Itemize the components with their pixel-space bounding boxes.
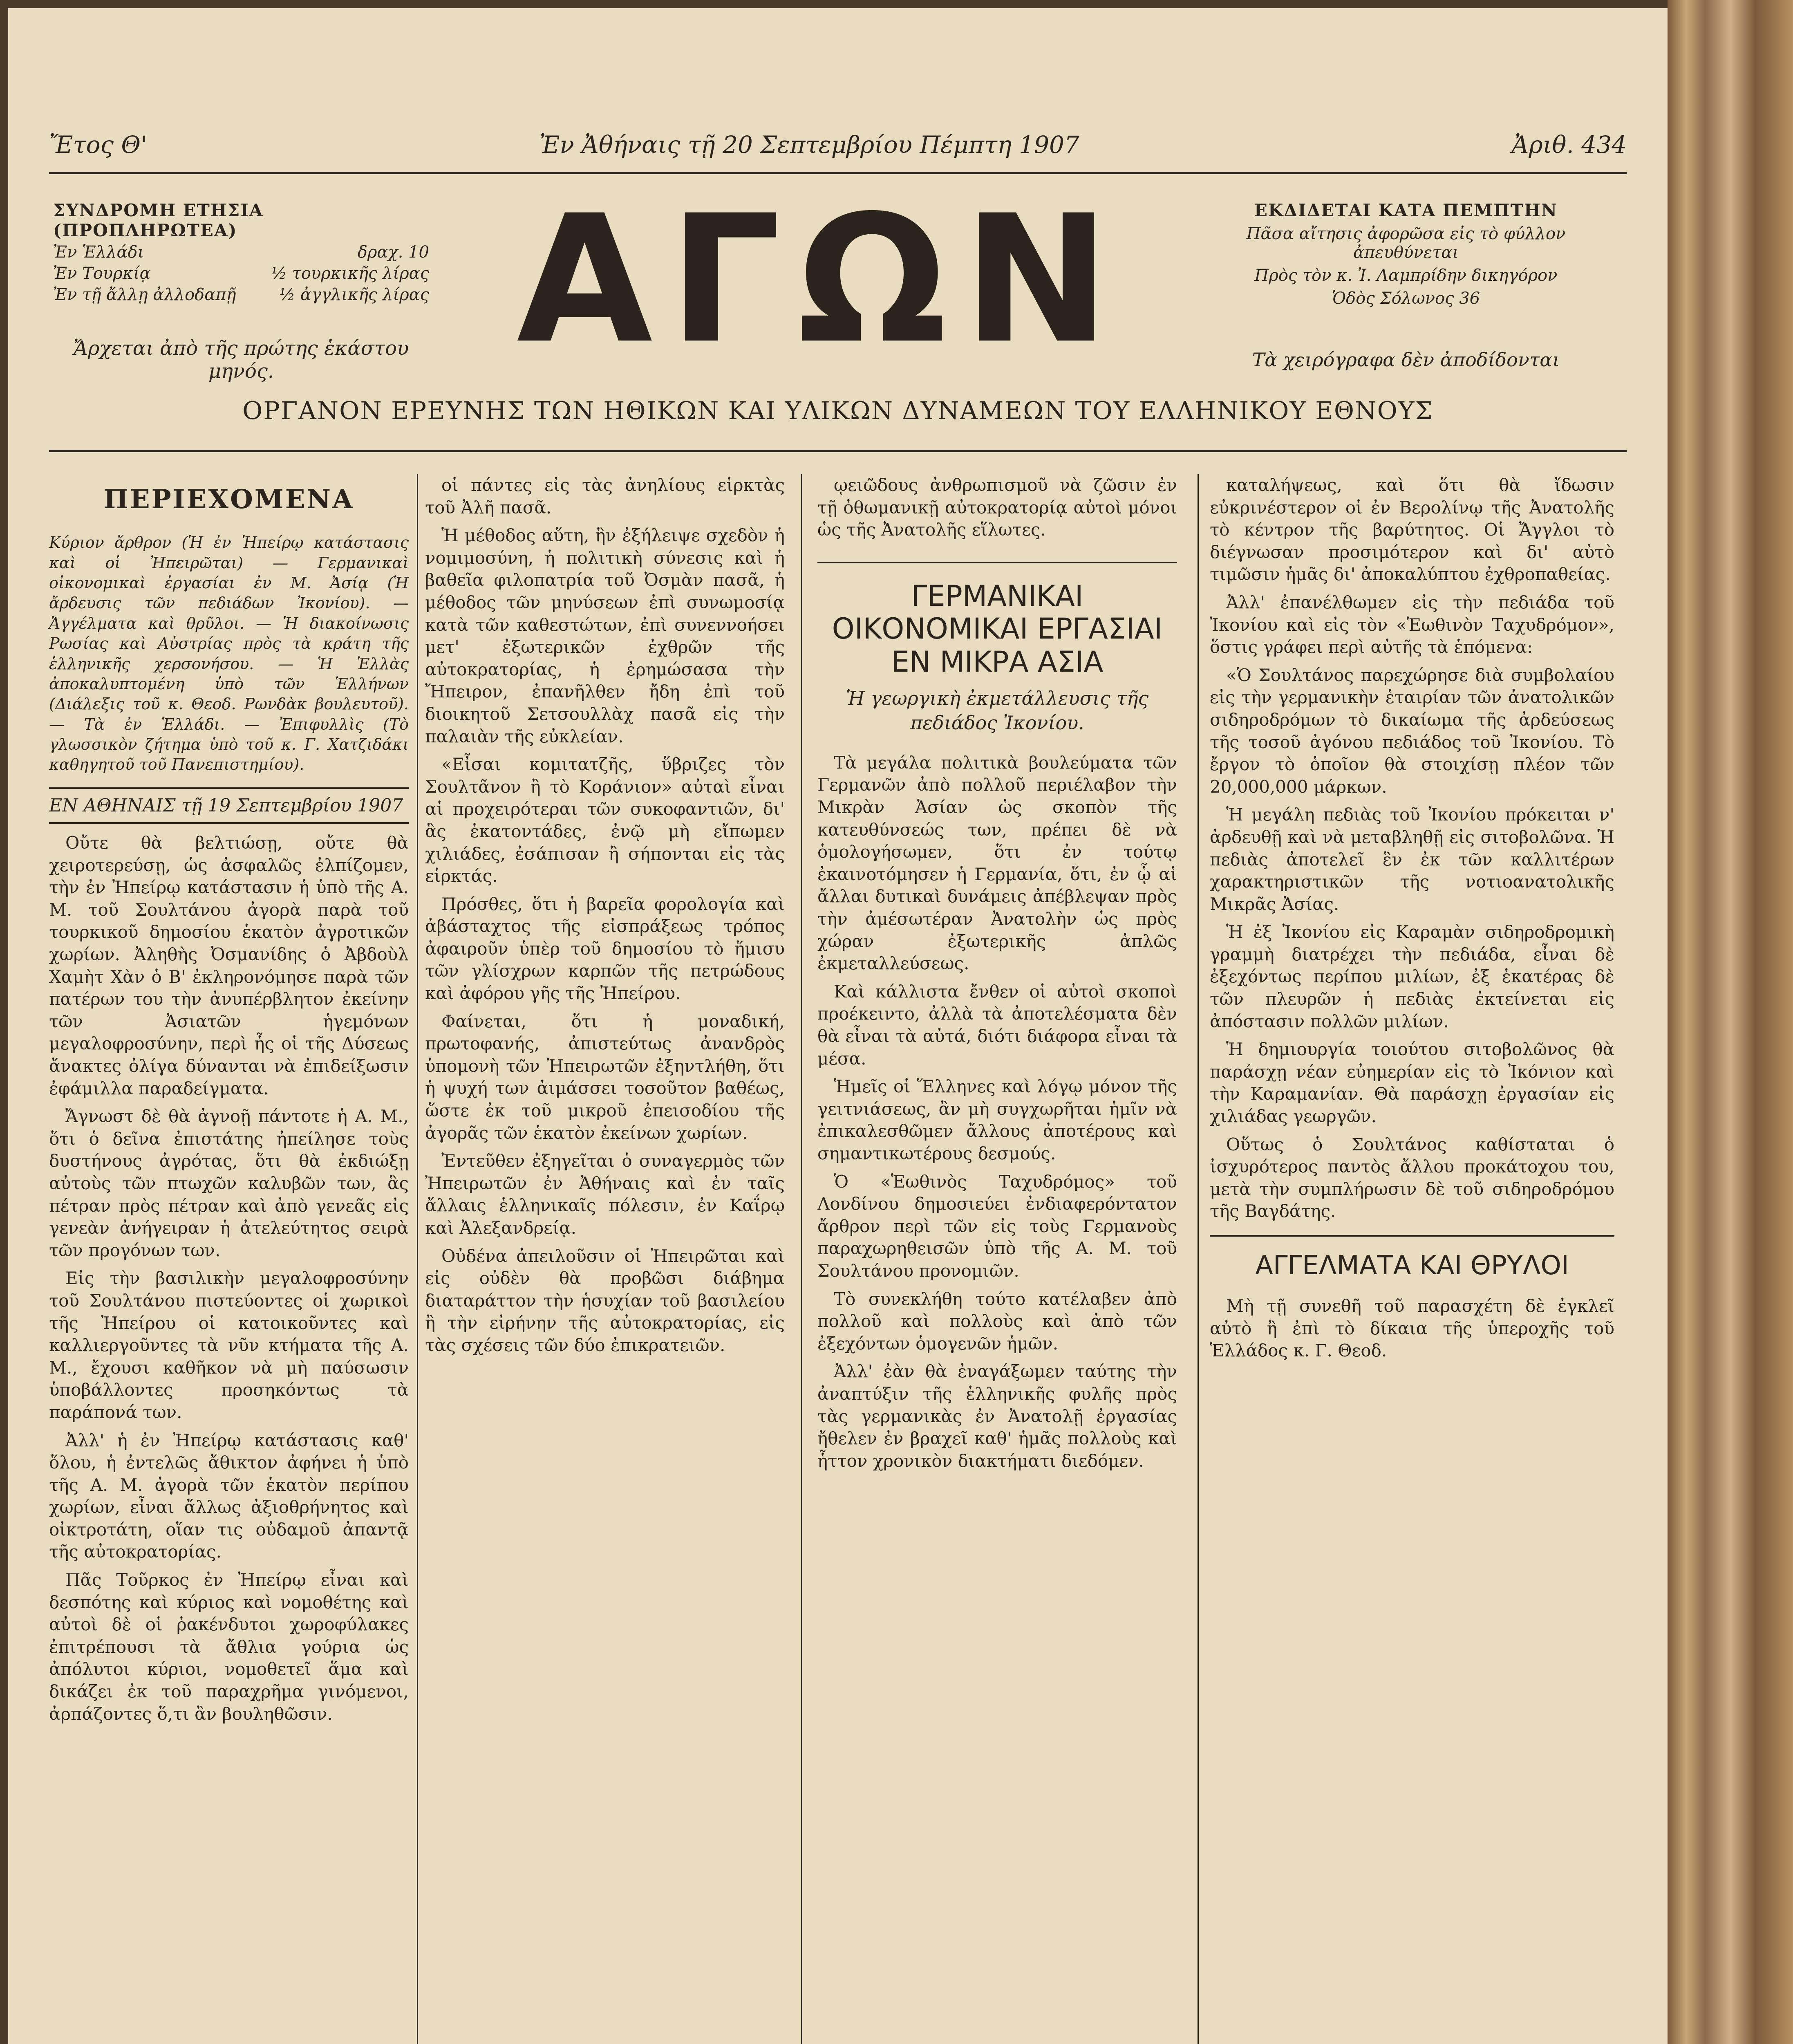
subscription-place: Ἐν Ἑλλάδι: [53, 243, 144, 262]
newspaper-subtitle: ΟΡΓΑΝΟΝ ΕΡΕΥΝΗΣ ΤΩΝ ΗΘΙΚΩΝ ΚΑΙ ΥΛΙΚΩΝ ΔΥΝΑΜΕΩΝ ΤΟΥ ΕΛΛΗΝΙΚΟΥ ΕΘΝΟΥΣ: [242, 397, 1433, 425]
article-paragraph: «Εἶσαι κομιτατζῆς, ὕβριζες τὸν Σουλτᾶνον ἢ τὸ Κοράνιον» αὐταὶ εἶναι αἱ προχειρότεραι τῶν συκοφαντιῶν, δι' ἃς ἑκατοντάδες, ἐνῷ μὴ εἴπωμεν χιλιάδες, ἐσάπισαν ἢ σήπονται εἰς τὰς εἱρκτάς.: [425, 754, 785, 886]
article-paragraph: καταλήψεως, καὶ ὅτι θὰ ἴδωσιν εὐκρινέστερον οἱ ἐν Βερολίνῳ τῆς Ἀνατολῆς τὸ κέντρον τῆς βαρύτητος. Οἱ Ἄγγλοι τὸ διέγνωσαν προσιμότερον καὶ δι' αὐτὸ τιμῶσιν ἡμᾶς δι' ἀποκαλύπτου ἐχθροπαθείας.: [1210, 475, 1614, 585]
subscription-row: [53, 243, 429, 262]
article-paragraph: Ὁ «Ἑωθινὸς Ταχυδρόμος» τοῦ Λονδίνου δημοσιεύει ἐνδιαφερόντατον ἄρθρον περὶ τῶν εἰς τοὺς Γερμανοὺς παραχωρηθεισῶν ὑπὸ τῆς Α. Μ. τοῦ Σουλτάνου προνομιῶν.: [817, 1171, 1177, 1281]
publication-box: [1202, 200, 1610, 371]
article-paragraph: Πᾶς Τοῦρκος ἐν Ἠπείρῳ εἶναι καὶ δεσπότης καὶ κύριος καὶ νομοθέτης καὶ αὐτοὶ δὲ οἱ ῥακένδυτοι χωροφύλακες ἐπιτρέπουσι τὰ ἄθλια γούρια ὡς ἀπόλυτοι κύριοι, νομοθετεῖ ἅμα καὶ δικάζει ἐκ τοῦ παραχρῆμα γινόμενοι, ἀρπάζοντες ὅ,τι ἂν βουληθῶσιν.: [49, 1570, 409, 1724]
newspaper-title: ΑΓΩΝ: [516, 178, 1127, 382]
article-paragraph: Μὴ τῇ συνεθῆ τοῦ παρασχέτη δὲ ἐγκλεῖ αὐτὸ ἢ ἐπὶ τὸ δίκαια τῆς ὑπεροχῆς τοῦ Ἑλλάδος κ. Γ. Θεοδ.: [1210, 1296, 1614, 1361]
article-paragraph: Οὕτως ὁ Σουλτάνος καθίσταται ὁ ἰσχυρότερος παντὸς ἄλλου προκάτοχου του, μετὰ τὴν συμπλήρωσιν δὲ τοῦ σιδηροδρόμου τῆς Βαγδάτης.: [1210, 1134, 1614, 1221]
article-paragraph: Ἡμεῖς οἱ Ἕλληνες καὶ λόγῳ μόνον τῆς γειτνιάσεως, ἂν μὴ συγχωρῆται ἡμῖν νὰ ἐπικαλεσθῶμεν ἄλλους ἀποτέρους καὶ σημαντικωτέρους δεσμούς.: [817, 1076, 1177, 1163]
masthead-top-line: [49, 131, 1627, 164]
newspaper-page: [8, 8, 1668, 2044]
contents-title: ΠΕΡΙΕΧΟΜΕΝΑ: [103, 484, 354, 515]
column-divider: [1198, 474, 1199, 2044]
article-paragraph: Εἰς τὴν βασιλικὴν μεγαλοφροσύνην τοῦ Σουλτάνου πιστεύοντες οἱ χωρικοὶ τῆς Ἠπείρου οἱ κατοικοῦντες καὶ καλλιεργοῦντες τὰ νῦν κτήματα τῆς Α. Μ., ἔχουσι καθῆκον νὰ μὴ παύσωσιν ὑποβάλλοντες προσηκόντως τὰ παράπονά των.: [49, 1268, 409, 1422]
article-paragraph: Πρόσθες, ὅτι ἡ βαρεῖα φορολογία καὶ ἀβάσταχτος τῆς εἰσπράξεως τρόπος ἀφαιροῦν ὑπὲρ τοῦ δημοσίου τὸ ἥμισυ τῶν γλίσχρων καρπῶν τῆς πετρώδους καὶ ἀφόρου γῆς τῆς Ἠπείρου.: [425, 894, 785, 1004]
issue-dateline: Ἐν Ἀθήναις τῇ 20 Σεπτεμβρίου Πέμπτη 1907: [539, 131, 1079, 159]
subscription-box: [53, 200, 429, 383]
year-label: Ἔτος Θ': [49, 131, 147, 159]
article-paragraph: οἱ πάντες εἰς τὰς ἀνηλίους εἱρκτὰς τοῦ Ἀλῆ πασᾶ.: [425, 475, 785, 518]
subscription-price: ½ τουρκικῆς λίρας: [271, 264, 429, 283]
article-paragraph: Οὐδένα ἀπειλοῦσιν οἱ Ἠπειρῶται καὶ εἰς οὐδὲν θὰ προβῶσι διάβημα διαταράττον τὴν ἡσυχίαν τοῦ βασιλείου ἢ τὴν εἰρήνην τῆς αὐτοκρατορίας, εἰς τὰς σχέσεις τῶν δύο ἐπικρατειῶν.: [425, 1246, 785, 1355]
column-1: [49, 474, 409, 1731]
column-4: [1210, 474, 1614, 1368]
header-rule: [49, 172, 1627, 174]
issue-number: Ἀριθ. 434: [1511, 131, 1627, 159]
publication-title: ΕΚΔΙΔΕΤΑΙ ΚΑΤΑ ΠΕΜΠΤΗΝ: [1254, 200, 1558, 220]
publication-line3: Ὁδὸς Σόλωνος 36: [1332, 289, 1480, 308]
article-paragraph: Ἀλλ' ἐπανέλθωμεν εἰς τὴν πεδιάδα τοῦ Ἰκονίου καὶ εἰς τὸν «Ἑωθινὸν Ταχυδρόμον», ὅστις γράφει περὶ αὐτῆς τὰ ἑπόμενα:: [1210, 592, 1614, 657]
article-paragraph: Ἡ μεγάλη πεδιὰς τοῦ Ἰκονίου πρόκειται ν' ἀρδευθῇ καὶ νὰ μεταβληθῇ εἰς σιτοβολῶνα. Ἡ πεδιὰς ἀποτελεῖ ἓν ἐκ τῶν καλλιτέρων χαρακτηριστικῶν τῆς νοτιοανατολικῆς Μικρᾶς Ἀσίας.: [1210, 805, 1614, 914]
article-paragraph: Τὸ συνεκλήθη τούτο κατέλαβεν ἀπὸ πολλοῦ καὶ πολλοὺς καὶ ἀπὸ τῶν ἐξεχόντων ὁμογενῶν ἡμῶν.: [817, 1289, 1177, 1354]
aggelmata-headline: ΑΓΓΕΛΜΑΤΑ ΚΑΙ ΘΡΥΛΟΙ: [1210, 1235, 1614, 1283]
article-paragraph: Οὔτε θὰ βελτιώσῃ, οὔτε θὰ χειροτερεύσῃ, ὡς ἀσφαλῶς ἐλπίζομεν, τὴν ἐν Ἠπείρῳ κατάστασιν ἡ ὑπὸ τῆς Α. Μ. τοῦ Σουλτάνου ἀγορὰ παρὰ τοῦ τουρκικοῦ δημοσίου ἑκατὸν ἀγροτικῶν χωρίων. Ἀληθὴς Ὀσμανίδης ὁ Ἀβδοὺλ Χαμὴτ Χὰν ὁ Β' ἐκληρονόμησε παρὰ τῶν πατέρων του τὴν ἀνυπέρβλητον ἐκείνην τῶν Ἀσιατῶν ἡγεμόνων μεγαλοφροσύνην, περὶ ἧς οἱ τῆς Δύσεως ἄνακτες ὀλίγα δύνανται νὰ ἐπιδείξωσιν ἐφάμιλλα παραδείγματα.: [49, 833, 409, 1098]
article-paragraph: Ἄγνωστ δὲ θὰ ἀγνοῇ πάντοτε ἡ Α. Μ., ὅτι ὁ δεῖνα ἐπιστάτης ἠπείλησε τοὺς δυστήνους ἀγρότας, ὅτι θὰ ἐκδιώξῃ αὐτοὺς τῶν πτωχῶν καλυβῶν των, ἃς πέτραν πρὸς πέτραν καὶ ἀπὸ γενεᾶς εἰς γενεὰν ἀνήγειραν ἡ ἀτελεύτητος σειρὰ τῶν προγόνων των.: [49, 1106, 409, 1260]
subscription-row: [53, 285, 429, 304]
subscription-title: ΣΥΝΔΡΟΜΗ ΕΤΗΣΙΑ (ΠΡΟΠΛΗΡΩΤΕΑ): [53, 200, 264, 240]
subscription-start-note: Ἄρχεται ἀπὸ τῆς πρώτης ἑκάστου μηνός.: [73, 337, 409, 383]
subscription-price: δραχ. 10: [357, 243, 429, 262]
article-paragraph: Ἡ μέθοδος αὕτη, ἣν ἐξήλειψε σχεδὸν ἡ νομιμοσύνη, ἡ πολιτικὴ σύνεσις καὶ ἡ βαθεῖα φιλοπατρία τοῦ Ὀσμὰν πασᾶ, ἡ μέθοδος τῶν μηνύσεων ἐπὶ συνωμοσίᾳ κατὰ τῶν καθεστώτων, ἐπὶ συνεννοήσει μετ' ἐξωτερικῶν ἐχθρῶν τῆς αὐτοκρατορίας, ἡ ἐρημώσασα τὴν Ἤπειρον, ἐπανῆλθεν ἤδη ἐπὶ τοῦ διοικητοῦ Σετσουλλὰχ πασᾶ εἰς τὴν παλαιὰν τῆς εὐκλείαν.: [425, 525, 785, 746]
subscription-place: Ἐν τῇ ἄλλῃ ἀλλοδαπῇ: [53, 285, 236, 304]
article-paragraph: Ἐντεῦθεν ἐξηγεῖται ὁ συναγερμὸς τῶν Ἠπειρωτῶν ἐν Ἀθήναις καὶ ἐν ταῖς ἄλλαις ἑλληνικαῖς πόλεσιν, ἐν Καΐρῳ καὶ Ἀλεξανδρείᾳ.: [425, 1151, 785, 1238]
article-paragraph: Ἡ δημιουργία τοιούτου σιτοβολῶνος θὰ παράσχῃ νέαν εὐημερίαν εἰς τὸ Ἰκόνιον καὶ τὴν Καραμανίαν. Θὰ παράσχῃ ἐργασίαν εἰς χιλιάδας γεωργῶν.: [1210, 1039, 1614, 1127]
manuscripts-note: Τὰ χειρόγραφα δὲν ἀποδίδονται: [1252, 349, 1560, 371]
article-paragraph: Ἀλλ' ἐὰν θὰ ἐναγάξωμεν ταύτης τὴν ἀναπτύξιν τῆς ἑλληνικῆς φυλῆς πρὸς τὰς γερμανικὰς ἐν Ἀνατολῇ ἐργασίας ἤθελεν ἐν βραχεῖ καθ' ἡμᾶς πολλοὺς καὶ ἧττον χρονικὸν διακτήματι διεδόμεν.: [817, 1361, 1177, 1471]
article-paragraph: «Ὁ Σουλτάνος παρεχώρησε διὰ συμβολαίου εἰς τὴν γερμανικὴν ἑταιρίαν τῶν ἀνατολικῶν σιδηροδρόμων τὸ δικαίωμα τῆς ἀρδεύσεως τῆς τοσοῦ ἀγόνου πεδιάδος τοῦ Ἰκονίου. Τὸ ἔργον τὸ ὁποῖον θὰ στοιχίσῃ πλέον τῶν 20,000,000 μάρκων.: [1210, 665, 1614, 797]
publication-line2: Πρὸς τὸν κ. Ἰ. Λαμπρίδην δικηγόρον: [1254, 266, 1558, 285]
column-divider: [417, 474, 418, 2044]
column-divider: [801, 474, 802, 2044]
subscription-row: [53, 264, 429, 283]
article-paragraph: Ἡ ἐξ Ἰκονίου εἰς Καραμὰν σιδηροδρομικὴ γραμμὴ διατρέχει τὴν πεδιάδα, εἶναι δὲ ἐξεχόντως περίπου μιλίων, ἐξ ἑκατέρας δὲ τῶν πλευρῶν ἡ πεδιὰς ἐκτείνεται εἰς ἀπόστασιν πολλῶν μιλίων.: [1210, 922, 1614, 1031]
article-paragraph: Φαίνεται, ὅτι ἡ μοναδική, πρωτοφανής, ἀπιστεύτως ἀνανδρὸς ὑπομονὴ τῶν Ἠπειρωτῶν ἐξηντλήθη, ὅτι ἡ ψυχή των ἀιμάσσει τοσοῦτον βαθέως, ὥστε ἐκ τοῦ μικροῦ ἐπεισοδίου τῆς ἀγορᾶς τῶν ἑκατὸν ἐκείνων χωρίων.: [425, 1011, 785, 1143]
article-paragraph: Ἀλλ' ἡ ἐν Ἠπείρῳ κατάστασις καθ' ὅλου, ἡ ἐντελῶς ἄθικτον ἀφήνει ἡ ὑπὸ τῆς Α. Μ. ἀγορὰ τῶν ἑκατὸν περίπου χωρίων, εἶναι ἄλλως ἀξιοθρήνητος καὶ οἰκτροτάτη, οἵαν τις οὐδαμοῦ ἀπαντᾷ τῆς αὐτοκρατορίας.: [49, 1430, 409, 1562]
subtitle-rule: [49, 450, 1627, 452]
article-paragraph: Τὰ μεγάλα πολιτικὰ βουλεύματα τῶν Γερμανῶν ἀπὸ πολλοῦ περιέλαβον τὴν Μικρὰν Ἀσίαν ὡς σκοπὸν τῆς κατευθύνσεώς των, πρέπει δὲ νὰ ὁμολογήσωμεν, ὅτι ἐν τούτῳ ἐκαινοτόμησεν ἡ Γερμανία, ὅτι, ἐν ᾧ αἱ ἄλλαι δυτικαὶ δυνάμεις ἀπέβλεψαν πρὸς τὴν ἀμέσωτέραν Ἀνατολὴν ὡς πρὸς χώραν ἐξωτερικῆς ἁπλῶς ἐκμεταλλεύσεως.: [817, 752, 1177, 974]
column-3: [817, 474, 1177, 1478]
column-2: [425, 474, 785, 1363]
book-binding-edge: [1668, 0, 1793, 2044]
article-headline: ΓΕΡΜΑΝΙΚΑΙ ΟΙΚΟΝΟΜΙΚΑΙ ΕΡΓΑΣΙΑΙ ΕΝ ΜΙΚΡΑ ΑΣΙΑ: [817, 562, 1177, 679]
subscription-price: ½ ἀγγλικῆς λίρας: [279, 285, 429, 304]
contents-text: Κύριον ἄρθρον (Ἡ ἐν Ἠπείρῳ κατάστασις καὶ οἱ Ἠπειρῶται) — Γερμανικαὶ οἰκονομικαὶ ἐργασίαι ἐν Μ. Ἀσίᾳ (Ἡ ἄρδευσις τῶν πεδιάδων Ἰκονίου). — Ἀγγέλματα καὶ θρῦλοι. — Ἡ διακοίνωσις Ρωσίας καὶ Αὐστρίας πρὸς τὰ κράτη τῆς ἑλληνικῆς χερσονήσου. — Ἡ Ἑλλὰς ἀποκαλυπτομένη ὑπὸ τῶν Ἑλλήνων (Διάλεξις τοῦ κ. Θεοδ. Ρωνδὰκ βουλευτοῦ). — Τὰ ἐν Ἑλλάδι. — Ἐπιφυλλὶς (Τὸ γλωσσικὸν ζήτημα ὑπὸ τοῦ κ. Γ. Χατζιδάκι καθηγητοῦ τοῦ Πανεπιστημίου).: [49, 533, 409, 774]
article-paragraph: ῳειῶδους ἀνθρωπισμοῦ νὰ ζῶσιν ἐν τῇ ὀθωμανικῇ αὐτοκρατορίᾳ αὐτοὶ μόνοι ὡς τῆς Ἀνατολῆς εἵλωτες.: [817, 475, 1177, 540]
article-paragraph: Καὶ κάλλιστα ἔνθεν οἱ αὐτοὶ σκοποὶ προέκειντο, ἀλλὰ τὰ ἀποτελέσματα δὲν θὰ εἶναι τὰ αὐτά, διότι διάφορα εἶναι τὰ μέσα.: [817, 981, 1177, 1069]
subscription-place: Ἐν Τουρκίᾳ: [53, 264, 151, 283]
article-subheadline: Ἡ γεωργικὴ ἐκμετάλλευσις τῆς πεδιάδος Ἰκονίου.: [846, 687, 1149, 734]
publication-line1: Πᾶσα αἴτησις ἀφορῶσα εἰς τὸ φύλλον ἀπευθύνεται: [1246, 224, 1566, 262]
lead-dateline: ΕΝ ΑΘΗΝΑΙΣ τῇ 19 Σεπτεμβρίου 1907: [49, 787, 409, 824]
